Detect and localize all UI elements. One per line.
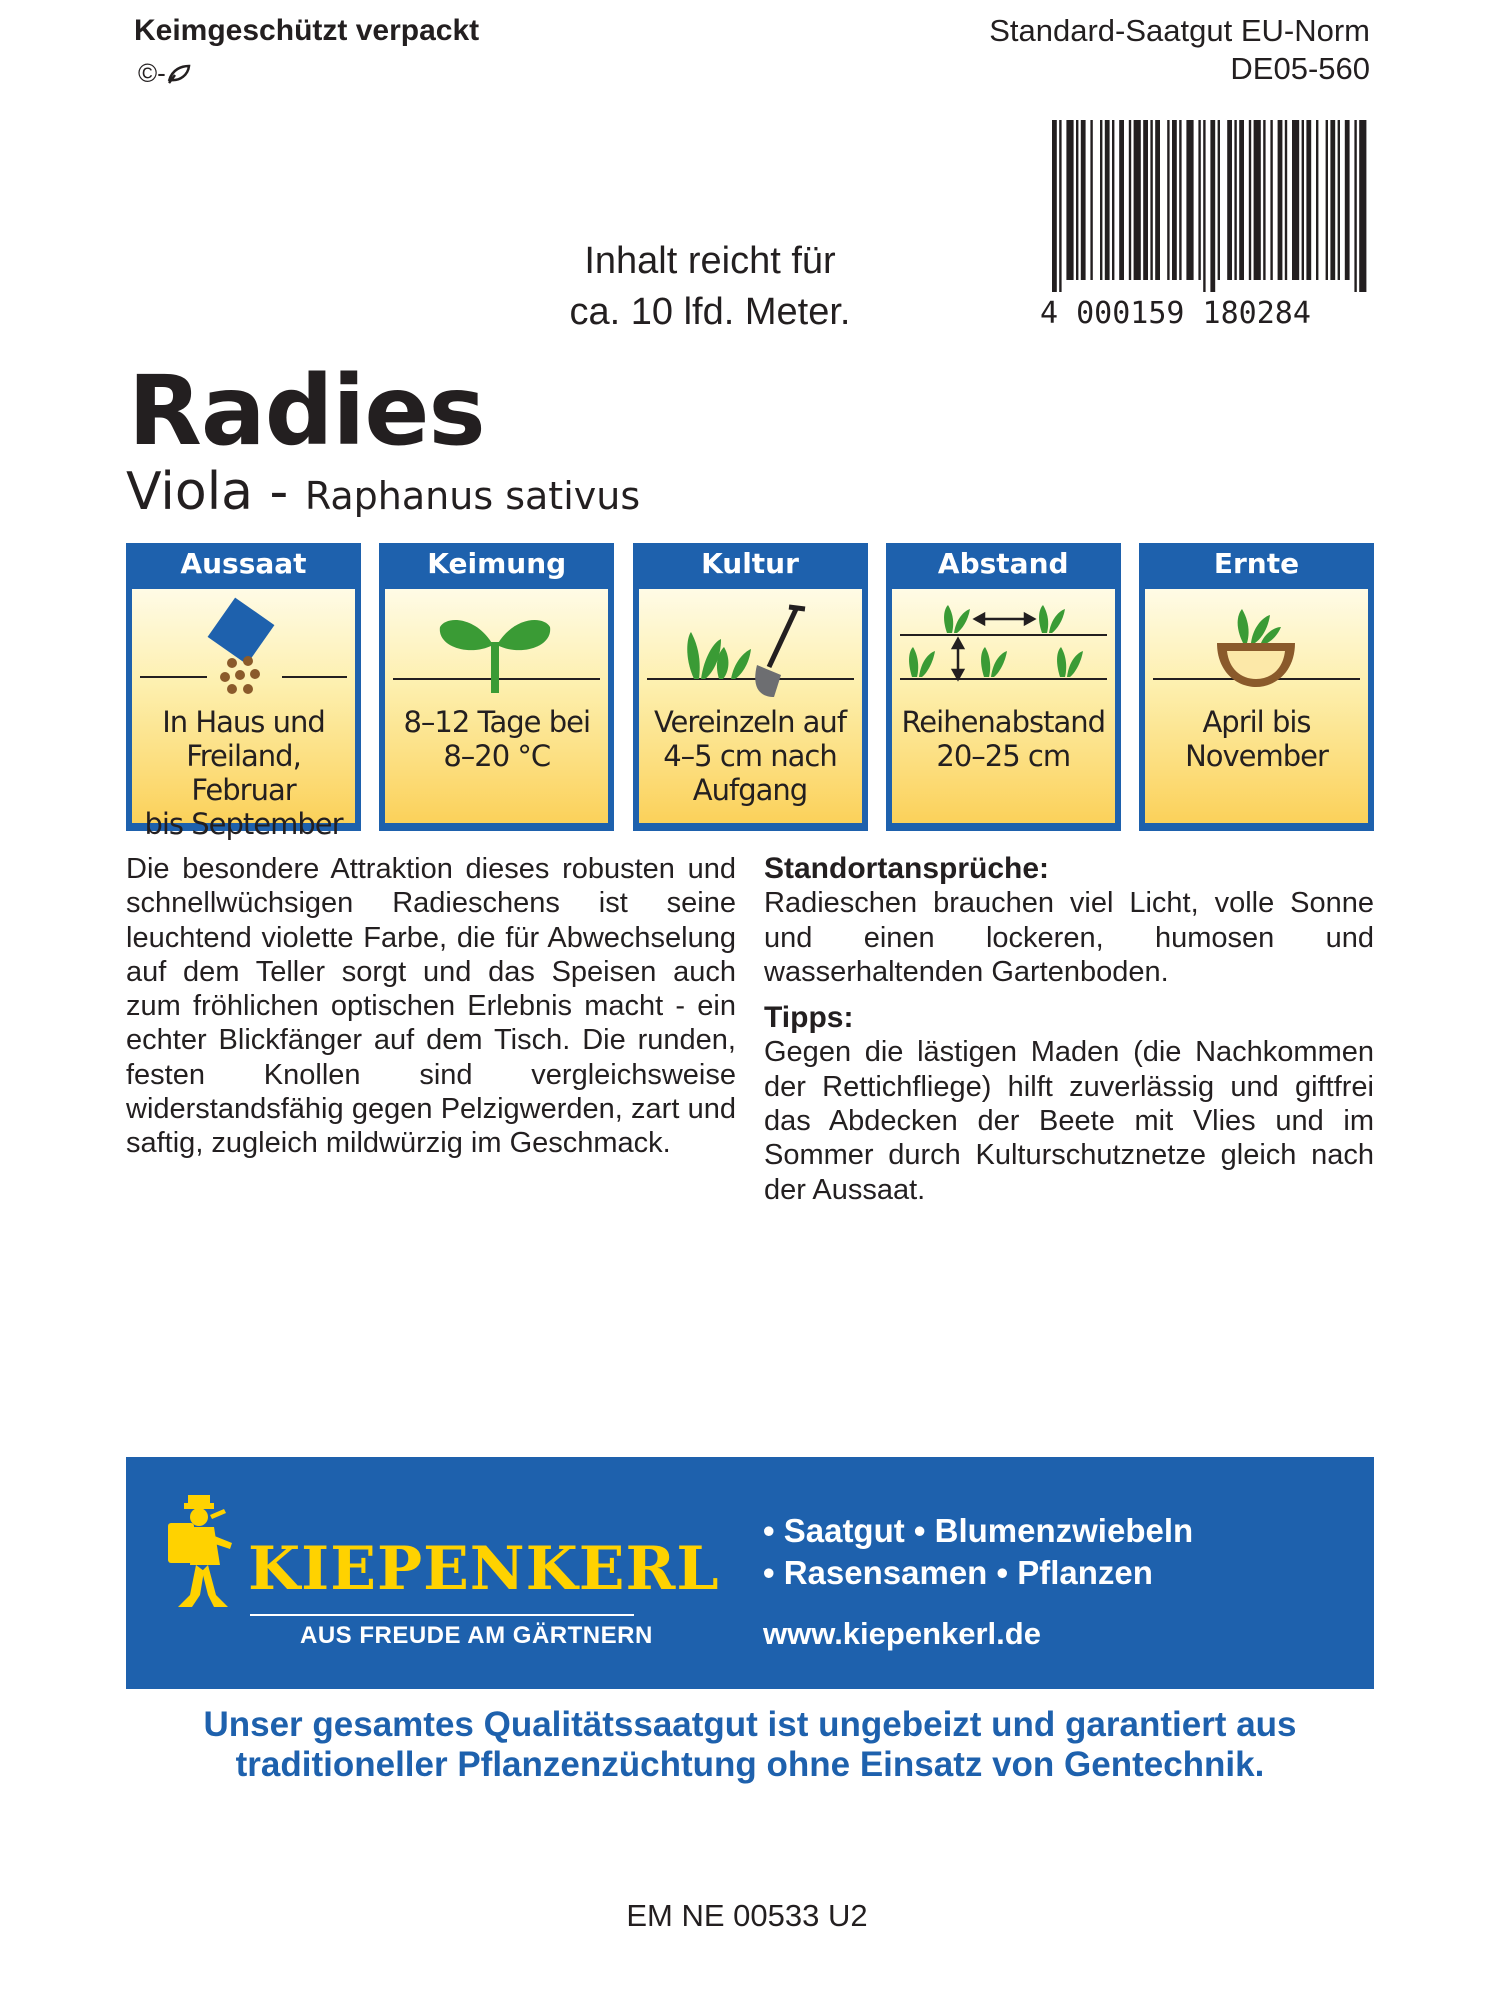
- info-box-header: Abstand: [937, 547, 1069, 580]
- barcode-bar: [1278, 120, 1283, 280]
- seed-packet-icon: [132, 597, 355, 702]
- kiepenkerl-mascot-icon: [166, 1495, 248, 1615]
- product-subtitle: [126, 462, 640, 522]
- barcode-bar: [1143, 120, 1148, 280]
- barcode-bar: [1155, 120, 1160, 280]
- barcode-bar: [1249, 120, 1251, 280]
- barcode-bar: [1119, 120, 1124, 280]
- harvest-bowl-icon: [1145, 597, 1368, 702]
- barcode-bar: [1292, 120, 1299, 280]
- barcode: [1040, 120, 1370, 325]
- barcode-bar: [1227, 120, 1232, 280]
- info-box-text: [639, 705, 862, 807]
- leaf-mark-icon: [166, 63, 192, 85]
- product-name: Radies: [128, 355, 485, 467]
- barcode-bar: [1316, 120, 1318, 280]
- info-line: 8–20 °C: [443, 739, 551, 773]
- product-description: Die besondere Attraktion dieses robusten und schnellwüchsigen Radieschens ist seine leuchtend violette Farbe, die für Abwechselung auf dem Teller sorgt und das Speisen auch zum fröhlichen optischen Erlebnis macht - ein echter Blickfänger auf dem Tisch. Die runden, festen Knollen sind vergleichsweise widerstandsfähig gegen Pelzigwerden, zart und saftig, zugleich mildwürzig im Geschmack.: [126, 853, 736, 1160]
- content-note-line2: ca. 10 lfd. Meter.: [569, 291, 851, 333]
- content-note-line1: Inhalt reicht für: [584, 240, 836, 282]
- barcode-bar: [1203, 120, 1205, 292]
- tips-heading: Tipps:: [764, 1001, 854, 1035]
- product-range-line1: • Saatgut • Blumenzwiebeln: [763, 1512, 1194, 1549]
- tips-text: Gegen die lästigen Maden (die Nachkommen der Rettichfliege) hilft zuverlässig und giftfrei das Abdecken der Beete mit Vlies und im Sommer durch Kulturschutznetze gleich nach der Aussaat.: [764, 1036, 1374, 1206]
- info-line: November: [1185, 739, 1328, 773]
- standard-block: [989, 12, 1370, 88]
- barcode-number: 4 000159 180284: [1040, 296, 1311, 325]
- info-line: Vereinzeln auf: [653, 705, 847, 739]
- barcode-bar: [1059, 120, 1061, 292]
- barcode-bar: [1234, 120, 1236, 280]
- info-line: April bis: [1202, 705, 1311, 739]
- barcode-bar: [1090, 120, 1092, 280]
- barcode-bar: [1218, 120, 1220, 280]
- info-line: 4–5 cm nach: [663, 739, 837, 773]
- barcode-bar: [1150, 120, 1152, 280]
- shovel-plants-icon: [639, 597, 862, 702]
- copyright-line: [138, 58, 192, 89]
- footer-code: EM NE 00533 U2: [626, 1898, 868, 1933]
- barcode-bar: [1338, 120, 1340, 280]
- content-note: [520, 236, 900, 338]
- growing-info: [764, 852, 1374, 1219]
- barcode-bar: [1359, 120, 1366, 292]
- standard-text: Standard-Saatgut EU-Norm: [989, 13, 1370, 48]
- info-box-header: Kultur: [701, 547, 799, 580]
- info-box-header: Keimung: [427, 547, 567, 580]
- barcode-bar: [1129, 120, 1131, 280]
- info-box-keimung: [379, 543, 614, 831]
- barcode-bar: [1112, 120, 1114, 280]
- barcode-bar: [1330, 120, 1335, 280]
- spacing-icon: [892, 597, 1115, 702]
- barcode-bar: [1076, 120, 1078, 280]
- product-range: [763, 1510, 1193, 1594]
- hygiene-label: Keimgeschützt verpackt: [134, 14, 480, 47]
- info-box-header: Aussaat: [180, 547, 307, 580]
- info-box-header: Ernte: [1213, 547, 1300, 580]
- barcode-bar: [1167, 120, 1169, 280]
- info-line: 20–25 cm: [936, 739, 1071, 773]
- barcode-bar: [1354, 120, 1356, 292]
- info-box-ernte: [1139, 543, 1374, 831]
- website-link[interactable]: www.kiepenkerl.de: [763, 1616, 1041, 1651]
- product-range-line2: • Rasensamen • Pflanzen: [763, 1554, 1153, 1591]
- barcode-bar: [1100, 120, 1102, 280]
- barcode-bar: [1066, 120, 1073, 280]
- barcode-bar: [1306, 120, 1311, 280]
- info-box-text: [385, 705, 608, 773]
- variety-name: Viola -: [126, 462, 289, 522]
- barcode-bar: [1198, 120, 1200, 280]
- barcode-bar: [1239, 120, 1244, 280]
- info-box-text: [1145, 705, 1368, 773]
- barcode-bar: [1270, 120, 1272, 280]
- brand-tagline: AUS FREUDE AM GÄRTNERN: [300, 1622, 653, 1649]
- brand-name: KIEPENKERL: [248, 1534, 720, 1604]
- barcode-bar: [1254, 120, 1261, 280]
- info-box-kultur: [633, 543, 868, 831]
- barcode-bar: [1326, 120, 1328, 280]
- latin-name: Raphanus sativus: [304, 474, 641, 518]
- quality-line1: Unser gesamtes Qualitätssaatgut ist ungebeizt und garantiert aus: [203, 1705, 1297, 1744]
- quality-line2: traditioneller Pflanzenzüchtung ohne Einsatz von Gentechnik.: [235, 1745, 1265, 1784]
- info-box-aussaat: [126, 543, 361, 841]
- barcode-bar: [1186, 120, 1193, 280]
- barcode-bar: [1105, 120, 1110, 280]
- barcode-bar: [1134, 120, 1141, 280]
- barcode-bar: [1210, 120, 1215, 292]
- info-line: Reihenabstand: [901, 705, 1106, 739]
- barcode-bar: [1302, 120, 1304, 280]
- barcode-bar: [1345, 120, 1350, 280]
- barcode-bar: [1172, 120, 1177, 280]
- quality-statement: [126, 1705, 1374, 1785]
- location-heading: Standortansprüche:: [764, 852, 1050, 885]
- barcode-bar: [1263, 120, 1265, 280]
- info-box-abstand: [886, 543, 1121, 831]
- info-line: bis September: [144, 807, 343, 841]
- info-boxes: [126, 543, 1374, 841]
- barcode-bar: [1052, 120, 1057, 292]
- info-line: Aufgang: [692, 773, 808, 807]
- product-code: DE05-560: [1230, 51, 1370, 86]
- barcode-bar: [1285, 120, 1287, 280]
- info-line: In Haus und: [162, 705, 325, 739]
- info-line: 8–12 Tage bei: [403, 705, 591, 739]
- seedling-icon: [385, 597, 608, 702]
- location-text: Radieschen brauchen viel Licht, volle Sonne und einen lockeren, humosen und wasserhaltenden Gartenboden.: [764, 887, 1374, 988]
- info-box-text: [132, 705, 355, 841]
- info-line: Freiland, Februar: [186, 739, 301, 807]
- copyright-text: ©-: [138, 58, 166, 88]
- barcode-bar: [1179, 120, 1181, 280]
- info-box-text: [892, 705, 1115, 773]
- brand-divider: [250, 1614, 634, 1616]
- barcode-bar: [1081, 120, 1086, 280]
